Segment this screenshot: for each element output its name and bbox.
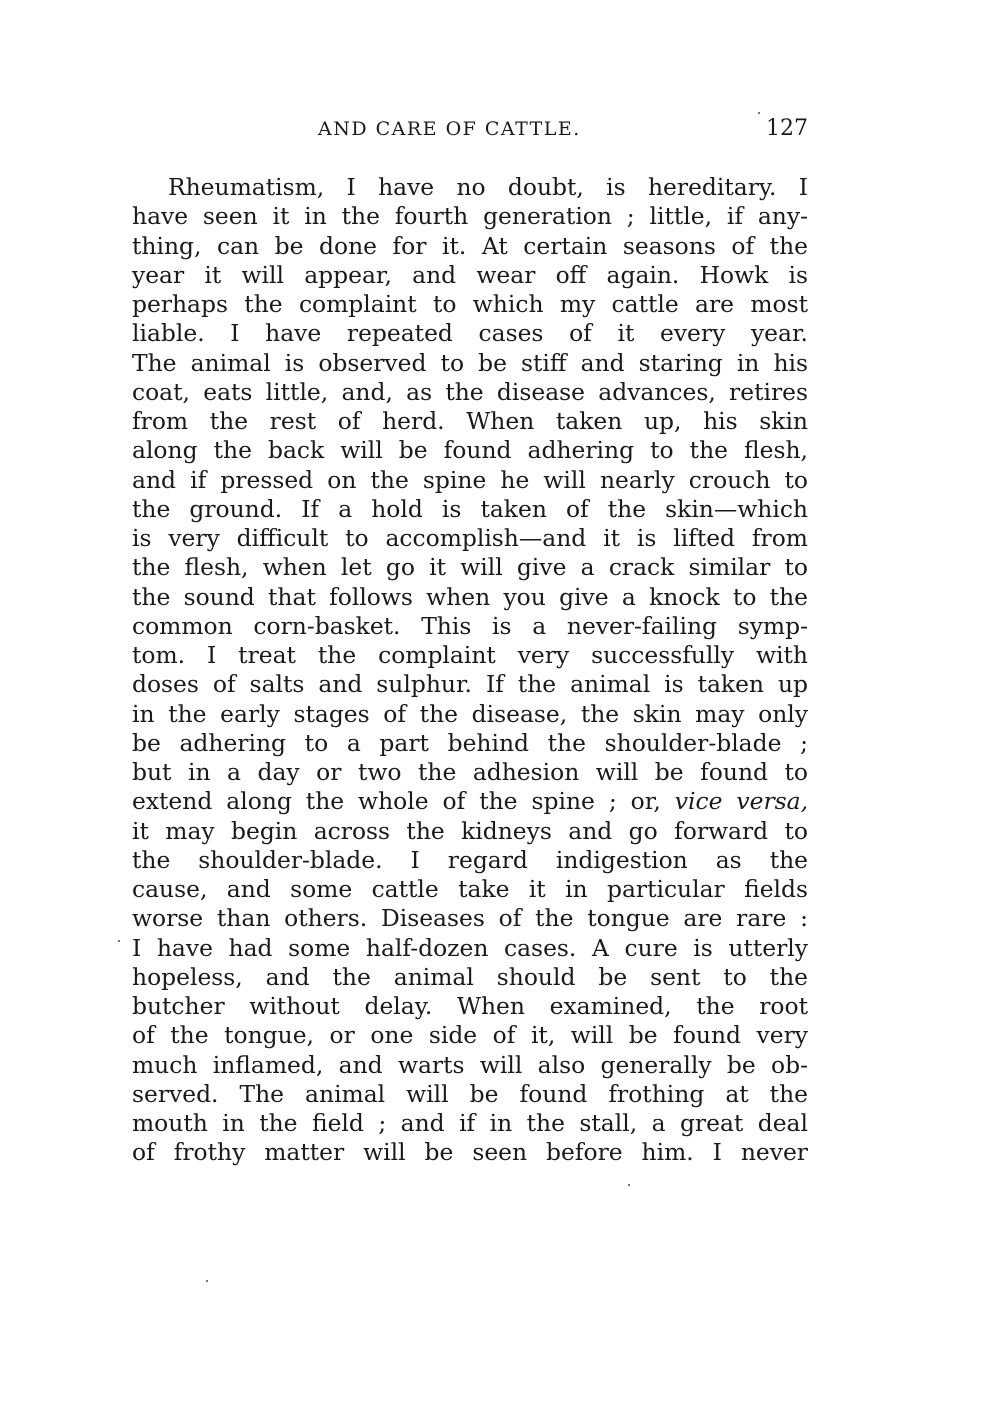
text-line-with-italic — [132, 787, 808, 816]
text-line: from the rest of herd. When taken up, his skin — [132, 407, 808, 435]
text-line-start: extend along the whole of the spine ; or, — [132, 787, 661, 816]
text-line: year it will appear, and wear off again. Howk is — [132, 260, 808, 289]
page-number: 127 — [766, 116, 808, 141]
text-line: be adhering to a part behind the shoulder-blade ; — [132, 728, 808, 757]
text-line: the flesh, when let go it will give a crack similar to — [132, 553, 808, 582]
text-line: perhaps the complaint to which my cattle are most — [132, 290, 808, 318]
scan-speck — [758, 112, 760, 114]
text-line: the sound that follows when you give a knock to the — [132, 582, 808, 611]
running-head — [132, 118, 808, 148]
text-line: the ground. If a hold is taken of the skin—which — [132, 494, 808, 523]
text-line: but in a day or two the adhesion will be found to — [132, 758, 808, 786]
italic-phrase: vice versa, — [674, 787, 809, 816]
scan-speck — [628, 1184, 630, 1186]
running-title: AND CARE OF CATTLE. — [318, 118, 581, 140]
text-line: of frothy matter will be seen before him. I never — [132, 1138, 808, 1167]
text-line: liable. I have repeated cases of it every year. — [132, 319, 808, 348]
text-line: Rheumatism, I have no doubt, is hereditary. I — [168, 173, 808, 201]
body-text — [132, 173, 808, 1168]
text-line: the shoulder-blade. I regard indigestion as the — [132, 845, 808, 874]
text-line: coat, eats little, and, as the disease advances, retires — [132, 377, 808, 406]
text-line: butcher without delay. When examined, the root — [132, 992, 808, 1020]
text-line: tom. I treat the complaint very successfully with — [132, 641, 808, 669]
text-line: thing, can be done for it. At certain seasons of the — [132, 231, 808, 260]
text-line: is very difficult to accomplish—and it is lifted from — [132, 524, 808, 552]
text-line: of the tongue, or one side of it, will be found very — [132, 1021, 808, 1050]
text-line: worse than others. Diseases of the tongue are rare : — [132, 904, 808, 933]
scan-speck — [118, 940, 120, 942]
scan-speck — [206, 1280, 208, 1282]
text-line: have seen it in the fourth generation ; little, if any- — [132, 202, 808, 231]
text-line: and if pressed on the spine he will nearly crouch to — [132, 465, 808, 494]
text-line: much inflamed, and warts will also generally be ob- — [132, 1050, 808, 1079]
text-line: hopeless, and the animal should be sent to the — [132, 962, 808, 991]
text-line: I have had some half-dozen cases. A cure is utterly — [132, 933, 808, 962]
text-line: mouth in the field ; and if in the stall, a great deal — [132, 1109, 808, 1137]
text-line: doses of salts and sulphur. If the animal is taken up — [132, 670, 808, 699]
text-line: in the early stages of the disease, the skin may only — [132, 699, 808, 728]
text-line: The animal is observed to be stiff and staring in his — [132, 348, 808, 377]
text-line: cause, and some cattle take it in particular fields — [132, 875, 808, 903]
text-line: along the back will be found adhering to the flesh, — [132, 436, 808, 465]
text-line: common corn-basket. This is a never-failing symp- — [132, 611, 808, 640]
text-line: served. The animal will be found frothing at the — [132, 1079, 808, 1108]
text-line: it may begin across the kidneys and go forward to — [132, 816, 808, 845]
